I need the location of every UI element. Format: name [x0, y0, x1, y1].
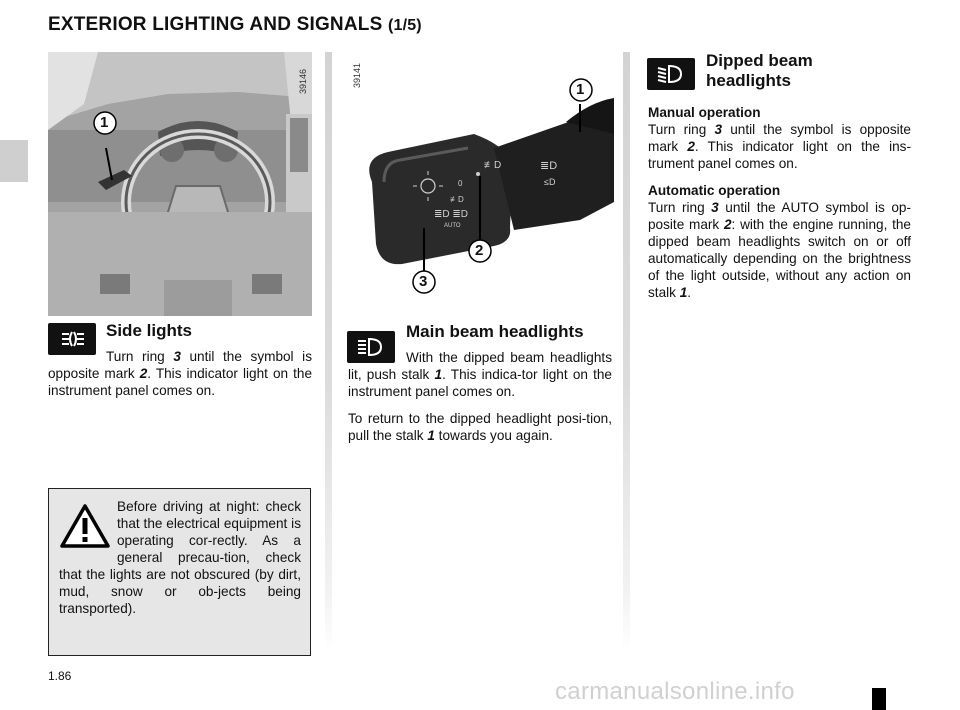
side-lights-text-end: . This indicator light on the instrument panel comes on.	[48, 366, 312, 398]
page-title	[48, 14, 422, 36]
page-title-part: (1/5)	[387, 17, 422, 34]
callout-1-dashboard: 1	[100, 114, 109, 131]
svg-text:≣D: ≣D	[540, 160, 558, 172]
manual-end: . This indicator light on the ins-trument panel comes on.	[648, 139, 911, 171]
auto-mid: until the AUTO symbol is op-posite mark	[648, 200, 911, 232]
ring-ref: 3	[711, 200, 719, 215]
side-lights-text-mid: until the symbol is opposite mark	[48, 349, 312, 381]
callout-3-stalk: 3	[419, 273, 428, 290]
figure-code-stalk: 39141	[352, 62, 362, 88]
auto-lead: Turn ring	[648, 200, 712, 215]
main-beam-p2-end: towards you again.	[434, 428, 553, 443]
column-divider-2	[623, 52, 630, 652]
auto-end: : with the engine running, the dipped beam headlights switch on or off automatically depending on the brightness of the light outside, without any action on stalk	[648, 217, 911, 300]
ring-ref: 3	[173, 349, 181, 364]
manual-lead: Turn ring	[648, 122, 715, 137]
main-beam-p1-lead: With the dipped beam headlights lit, push stalk	[348, 350, 612, 382]
auto-final: .	[687, 285, 692, 300]
page-title-text: EXTERIOR LIGHTING AND SIGNALS	[48, 14, 383, 35]
dipped-beam-heading	[706, 51, 813, 91]
manual-operation-heading: Manual operation	[648, 105, 761, 120]
svg-text:≢D: ≢D	[450, 195, 464, 204]
svg-text:≣D ≣D: ≣D ≣D	[434, 209, 468, 220]
dipped-beam-heading-line2: headlights	[706, 71, 792, 90]
main-beam-p2-lead: To return to the dipped headlight posi-tion, pull the stalk	[348, 411, 612, 443]
warning-text-content: Before driving at night: check that the electrical equipment is operating cor-rectly. As a general precau-tion, check that the lights are not obscured (by dirt, mud, snow or ob-jects being transported).	[59, 499, 301, 616]
main-beam-p1-end: . This indica-tor light on the instrument panel comes on.	[348, 367, 612, 399]
side-lights-text	[48, 348, 312, 399]
main-beam-text	[348, 349, 612, 454]
mark-ref: 2	[687, 139, 695, 154]
side-lights-heading: Side lights	[106, 321, 192, 340]
watermark: carmanualsonline.info	[555, 678, 795, 705]
automatic-operation-heading: Automatic operation	[648, 183, 781, 198]
stalk-ref: 1	[434, 367, 443, 382]
callout-1-stalk: 1	[576, 81, 585, 98]
dashboard-labels	[48, 52, 312, 316]
manual-mid: until the symbol is opposite mark	[648, 122, 911, 154]
warning-text	[59, 498, 301, 617]
lighting-stalk-figure	[344, 52, 614, 302]
svg-text:AUTO: AUTO	[444, 223, 461, 229]
side-lights-text-lead: Turn ring	[106, 349, 174, 364]
figure-code-dashboard: 39146	[298, 68, 308, 94]
ring-ref: 3	[714, 122, 723, 137]
svg-text:≢D: ≢D	[484, 160, 502, 171]
mark-ref: 2	[139, 366, 148, 381]
corner-mark	[872, 688, 886, 710]
dipped-beam-heading-line1: Dipped beam	[706, 51, 813, 70]
warning-box	[48, 488, 311, 656]
column-divider-1	[325, 52, 332, 652]
main-beam-heading: Main beam headlights	[406, 322, 584, 341]
section-tab	[0, 140, 28, 182]
svg-text:≤D: ≤D	[544, 177, 556, 187]
mark-ref: 2	[723, 217, 732, 232]
dipped-beam-icon	[647, 58, 695, 90]
stalk-ref: 1	[427, 428, 435, 443]
stalk-ref: 1	[679, 285, 688, 300]
dipped-beam-text	[648, 104, 911, 311]
callout-2-stalk: 2	[475, 242, 484, 259]
page-number: 1.86	[48, 669, 72, 683]
svg-text:0: 0	[458, 179, 463, 188]
